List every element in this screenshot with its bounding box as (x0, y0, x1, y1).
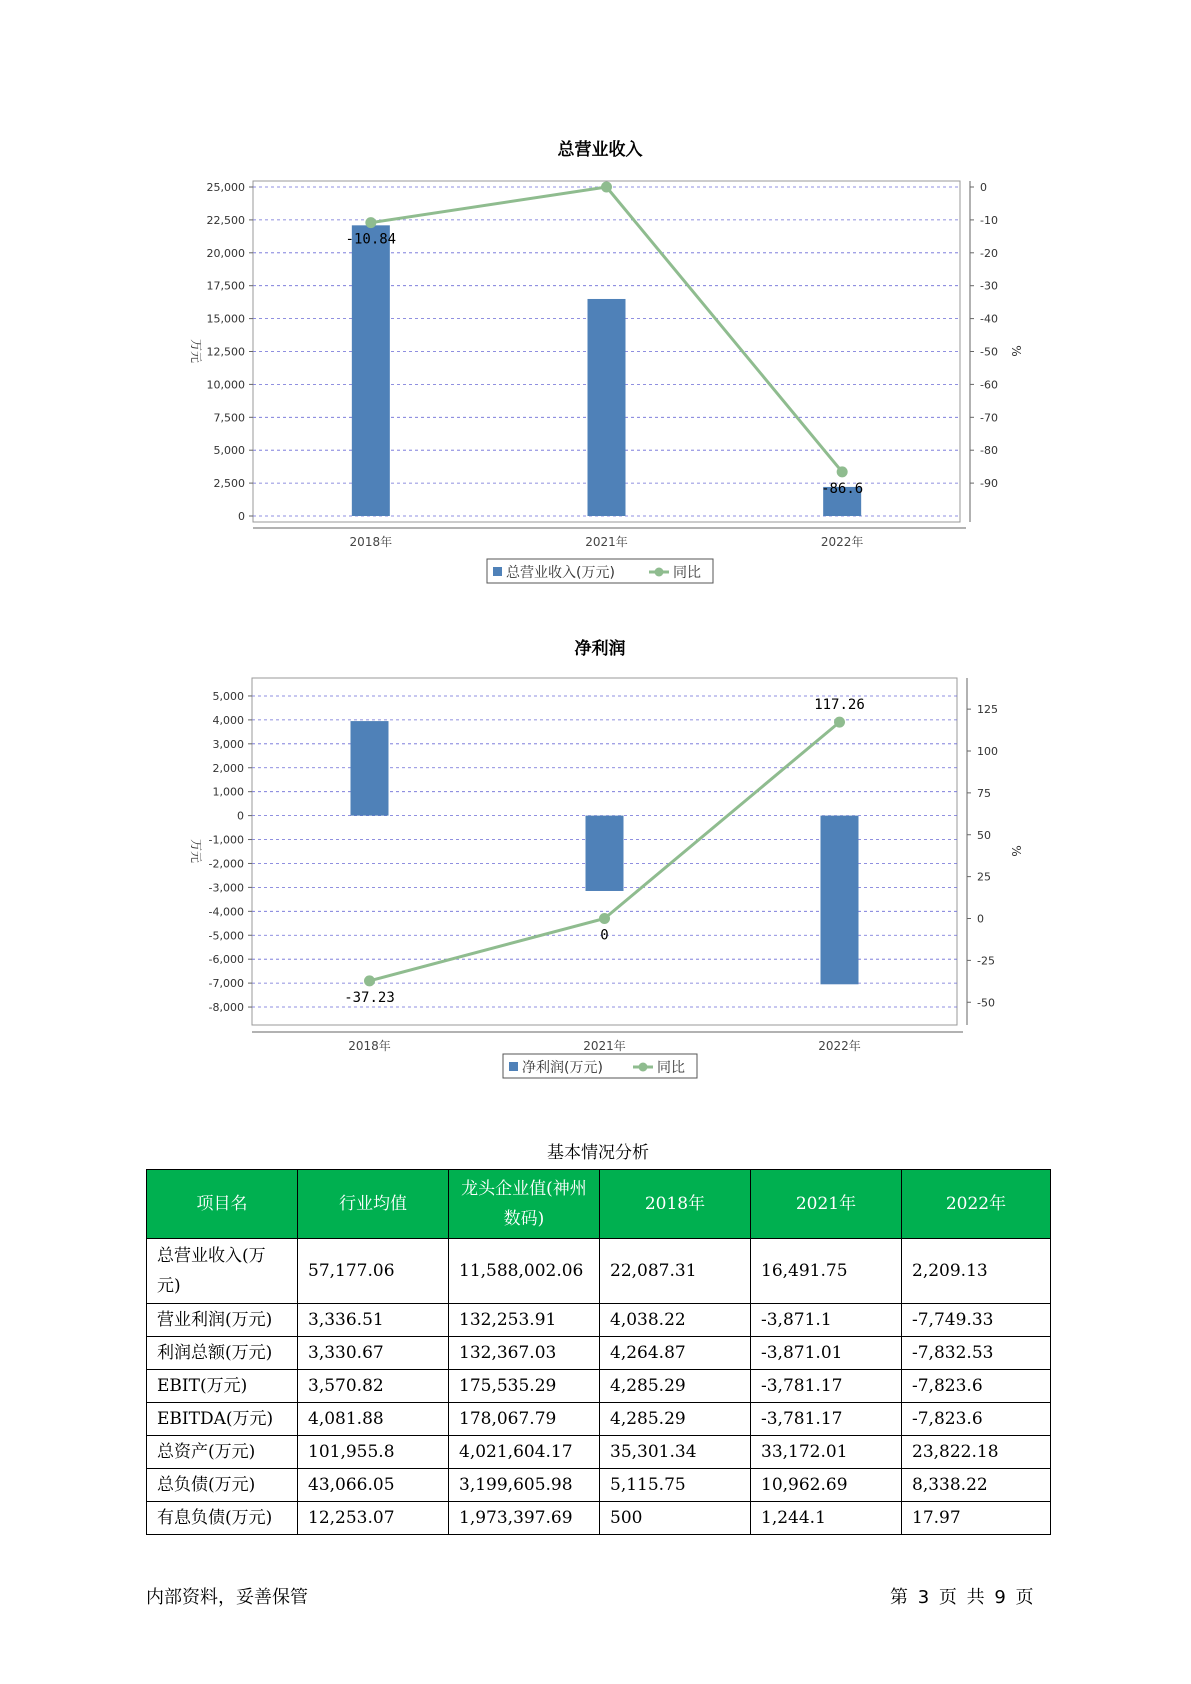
table-cell: 3,570.82 (298, 1370, 449, 1403)
table-cell: 4,038.22 (600, 1304, 751, 1337)
table-cell: 总资产(万元) (147, 1436, 298, 1469)
data-label: 0 (600, 927, 609, 944)
bar (352, 225, 390, 516)
table-caption: 基本情况分析 (547, 1143, 649, 1163)
table-row (147, 1403, 1051, 1436)
y-tick-label: 1,000 (212, 785, 244, 799)
y-tick-label: -4,000 (208, 905, 244, 919)
table-cell: 12,253.07 (298, 1502, 449, 1535)
data-label: -86.6 (821, 480, 864, 497)
bar (588, 299, 626, 516)
table-cell: 8,338.22 (902, 1469, 1051, 1502)
y-tick-label: -3,000 (208, 881, 244, 895)
table-cell: 132,367.03 (449, 1337, 600, 1370)
y2-tick-label: 0 (977, 912, 984, 926)
x-tick-label: 2021年 (585, 535, 628, 549)
y-tick-label: -5,000 (208, 929, 244, 943)
y2-tick-label: 0 (980, 181, 987, 194)
table-cell: 营业利润(万元) (147, 1304, 298, 1337)
table-cell: 4,021,604.17 (449, 1436, 600, 1469)
table-cell: EBIT(万元) (147, 1370, 298, 1403)
table-cell: 35,301.34 (600, 1436, 751, 1469)
table-cell: 178,067.79 (449, 1403, 600, 1436)
table-row (147, 1436, 1051, 1469)
y-tick-label: 17,500 (206, 279, 245, 293)
table-row (147, 1370, 1051, 1403)
table-cell: 101,955.8 (298, 1436, 449, 1469)
table-cell: 3,330.67 (298, 1337, 449, 1370)
table-cell: 1,973,397.69 (449, 1502, 600, 1535)
legend-line-marker (655, 568, 664, 577)
y-tick-label: -6,000 (208, 953, 244, 967)
table-cell: 22,087.31 (600, 1239, 751, 1304)
legend-line-marker (639, 1063, 648, 1072)
y-tick-label: 0 (237, 809, 244, 823)
y-tick-label: 15,000 (206, 312, 245, 326)
table-cell: 4,285.29 (600, 1370, 751, 1403)
bar (586, 816, 624, 891)
y-axis-label: 万元 (189, 338, 203, 364)
table-cell: 23,822.18 (902, 1436, 1051, 1469)
y2-tick-label: 50 (977, 828, 991, 842)
y2-tick-label: -60 (980, 378, 998, 392)
y-tick-label: 0 (238, 510, 245, 523)
table-cell: 3,199,605.98 (449, 1469, 600, 1502)
y2-tick-label: 100 (977, 745, 998, 758)
y2-tick-label: -80 (980, 444, 998, 458)
x-tick-label: 2022年 (818, 1039, 861, 1053)
bar (351, 721, 389, 816)
table-header-cell: 2022年 (902, 1170, 1051, 1239)
line-point (364, 975, 375, 986)
table-header-cell: 行业均值 (298, 1170, 449, 1239)
table-cell: 3,336.51 (298, 1304, 449, 1337)
footer-confidential-note: 内部资料，妥善保管 (146, 1587, 308, 1608)
analysis-table-section (146, 1138, 1050, 1535)
chart-title: 总营业收入 (557, 140, 643, 160)
table-row (147, 1337, 1051, 1370)
analysis-table (146, 1169, 1051, 1535)
y-tick-label: -1,000 (208, 833, 244, 847)
x-tick-label: 2018年 (348, 1039, 391, 1053)
table-cell: 17.97 (902, 1502, 1051, 1535)
table-cell: 43,066.05 (298, 1469, 449, 1502)
legend-bar-swatch (509, 1062, 518, 1071)
y-tick-label: 4,000 (212, 713, 244, 727)
data-label: -37.23 (344, 989, 395, 1006)
line-point (601, 182, 612, 193)
y2-axis-label: % (1009, 845, 1023, 857)
data-label: -10.84 (345, 231, 397, 248)
y2-tick-label: -30 (980, 279, 998, 293)
table-header-cell: 2018年 (600, 1170, 751, 1239)
x-tick-label: 2018年 (349, 535, 393, 549)
legend-label: 同比 (673, 565, 701, 581)
table-cell: 有息负债(万元) (147, 1502, 298, 1535)
revenue-chart (0, 130, 1191, 630)
table-cell: -3,781.17 (751, 1370, 902, 1403)
table-cell: -7,823.6 (902, 1403, 1051, 1436)
chart-title: 净利润 (574, 639, 626, 659)
table-cell: 5,115.75 (600, 1469, 751, 1502)
table-header-cell: 项目名 (147, 1170, 298, 1239)
table-cell: EBITDA(万元) (147, 1403, 298, 1436)
y2-tick-label: -40 (980, 312, 998, 326)
net-profit-chart (0, 630, 1191, 1150)
table-cell: 33,172.01 (751, 1436, 902, 1469)
y2-tick-label: 75 (977, 786, 991, 800)
table-cell: 132,253.91 (449, 1304, 600, 1337)
table-cell: 总营业收入(万元) (147, 1239, 298, 1304)
line-point (365, 217, 376, 228)
y2-axis-label: % (1009, 345, 1023, 357)
table-cell: 57,177.06 (298, 1239, 449, 1304)
legend-bar-swatch (493, 567, 502, 576)
table-cell: 10,962.69 (751, 1469, 902, 1502)
table-cell: 利润总额(万元) (147, 1337, 298, 1370)
y-tick-label: 3,000 (212, 737, 244, 751)
table-cell: 4,264.87 (600, 1337, 751, 1370)
x-tick-label: 2021年 (583, 1039, 626, 1053)
table-header-cell: 龙头企业值(神州数码) (449, 1170, 600, 1239)
y-tick-label: 5,000 (213, 444, 245, 458)
table-cell: 2,209.13 (902, 1239, 1051, 1304)
line-point (599, 913, 610, 924)
legend-label: 总营业收入(万元) (506, 565, 615, 581)
y-tick-label: 20,000 (206, 246, 245, 260)
y-tick-label: 5,000 (212, 689, 244, 703)
table-cell: 175,535.29 (449, 1370, 600, 1403)
y2-tick-label: -20 (980, 246, 998, 260)
table-header-cell: 2021年 (751, 1170, 902, 1239)
x-tick-label: 2022年 (820, 535, 864, 549)
y-tick-label: 2,500 (213, 477, 245, 491)
table-cell: -3,871.01 (751, 1337, 902, 1370)
table-cell: -7,832.53 (902, 1337, 1051, 1370)
table-cell: 1,244.1 (751, 1502, 902, 1535)
y-tick-label: 22,500 (206, 213, 245, 227)
y-tick-label: 12,500 (206, 345, 245, 359)
table-cell: -3,871.1 (751, 1304, 902, 1337)
y-tick-label: 2,000 (212, 761, 244, 775)
table-row (147, 1239, 1051, 1304)
table-row (147, 1502, 1051, 1535)
table-cell: 11,588,002.06 (449, 1239, 600, 1304)
table-cell: 16,491.75 (751, 1239, 902, 1304)
table-row (147, 1469, 1051, 1502)
table-cell: 4,081.88 (298, 1403, 449, 1436)
y2-tick-label: -70 (980, 411, 998, 425)
y-tick-label: -8,000 (208, 1001, 244, 1015)
footer-page-number: 第 3 页 共 9 页 (890, 1587, 1034, 1608)
table-cell: -7,823.6 (902, 1370, 1051, 1403)
y2-tick-label: -50 (980, 345, 998, 359)
y-tick-label: -7,000 (208, 977, 244, 991)
table-cell: 总负债(万元) (147, 1469, 298, 1502)
y2-tick-label: -25 (977, 954, 995, 968)
y-tick-label: 7,500 (213, 411, 245, 425)
y2-tick-label: -10 (980, 213, 998, 227)
y-tick-label: 10,000 (206, 378, 245, 392)
y2-tick-label: 125 (977, 703, 998, 717)
legend-label: 净利润(万元) (522, 1060, 603, 1076)
y2-tick-label: 25 (977, 870, 991, 884)
table-cell: 4,285.29 (600, 1403, 751, 1436)
legend-label: 同比 (657, 1060, 685, 1076)
table-row (147, 1304, 1051, 1337)
data-label: 117.26 (814, 697, 865, 714)
y-tick-label: -2,000 (208, 857, 244, 871)
table-cell: -7,749.33 (902, 1304, 1051, 1337)
bar (821, 816, 859, 985)
y2-tick-label: -90 (980, 477, 998, 491)
table-cell: 500 (600, 1502, 751, 1535)
table-header-row (147, 1170, 1051, 1239)
table-cell: -3,781.17 (751, 1403, 902, 1436)
y-tick-label: 25,000 (206, 181, 245, 194)
y-axis-label: 万元 (189, 838, 203, 864)
y2-tick-label: -50 (977, 996, 995, 1010)
line-point (837, 466, 848, 477)
line-point (834, 717, 845, 728)
